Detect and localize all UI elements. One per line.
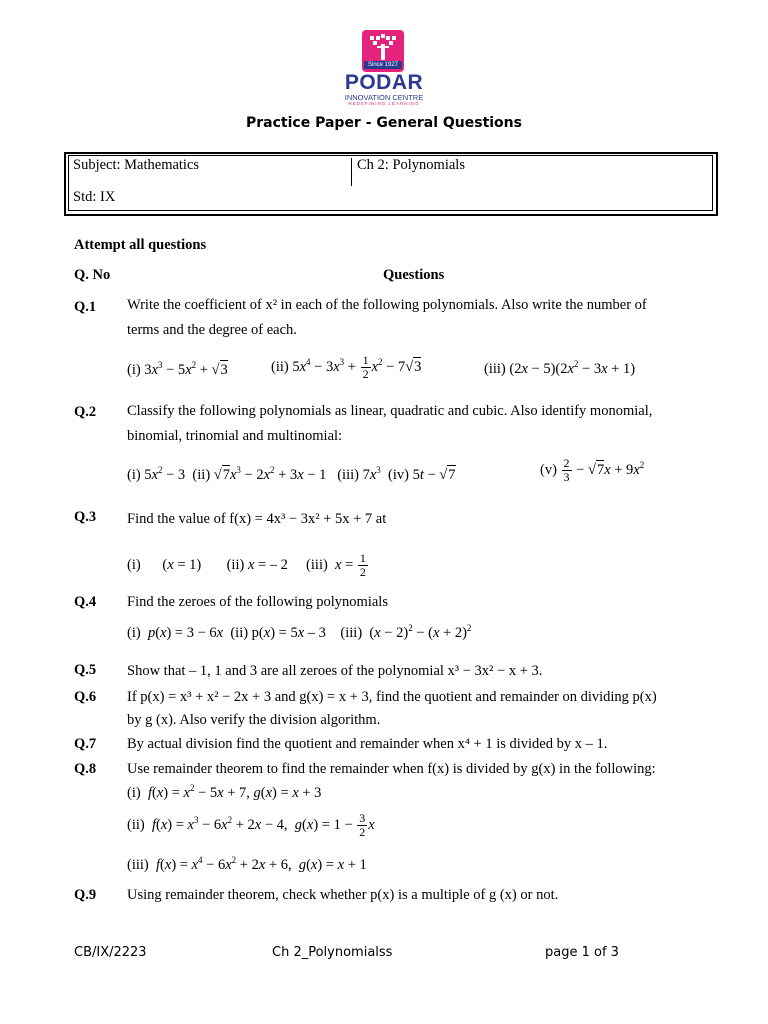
footer-chapter: Ch 2_Polynomialss (272, 945, 393, 960)
question-text: Find the zeroes of the following polynomials (127, 594, 388, 610)
question-number: Q.6 (74, 689, 97, 705)
q4-parts: (i) p(x) = 3 − 6x (ii) p(x) = 5x – 3 (iii) $(x - 2)^2 - (x + 2)^2$ (127, 623, 472, 641)
question-number: Q.1 (74, 299, 97, 315)
question-text: Write the coefficient of x² in each of the following polynomials. Also write the number of (127, 297, 647, 313)
question-text: Show that – 1, 1 and 3 are all zeroes of the polynomial x³ − 3x² − x + 3. (127, 663, 543, 679)
footer-code: CB/IX/2223 (74, 945, 147, 960)
question-text: terms and the degree of each. (127, 322, 297, 338)
question-text: Classify the following polynomials as linear, quadratic and cubic. Also identify monomial, (127, 403, 653, 419)
logo-tagline: REDEFINING LEARNING (348, 101, 420, 106)
question-text: by g (x). Also verify the division algorithm. (127, 712, 381, 728)
q8-part-ii: (ii) $f(x) = x^3 - 6x^2 + 2x - 4$, g(x) = 1 − $\frac{3}{2}$ x (127, 811, 375, 839)
logo-name: PODAR (344, 71, 424, 94)
q2-part-v: (v) $\frac{2}{3}$ − $√7x + 9x^2$ (540, 456, 645, 484)
question-number: Q.9 (74, 887, 97, 903)
std-label: Std: IX (73, 189, 116, 205)
question-number: Q.4 (74, 594, 97, 610)
instruction: Attempt all questions (74, 237, 207, 253)
info-divider (351, 158, 352, 186)
question-text: binomial, trinomial and multinomial: (127, 428, 343, 444)
questions-header: Questions (383, 267, 445, 283)
question-number: Q.8 (74, 761, 97, 777)
q8-part-iii: (iii) $f(x) = x^4 - 6x^2 + 2x + 6$, g(x) = x + 1 (127, 855, 367, 873)
qno-header: Q. No (74, 267, 111, 283)
q1-part-iii: (iii) $(2x - 5)(2x^2 - 3x + 1)$ (484, 359, 636, 377)
footer-page: page 1 of 3 (545, 945, 619, 960)
q3-parts: (i) (x = 1) (ii) x = – 2 (iii) x = $\frac{1}{2}$ (127, 551, 366, 579)
subject-label: Subject: Mathematics (73, 157, 200, 173)
q8-part-i: (i) $f(x) = x^2 - 5x + 7$, g(x) = x + 3 (127, 783, 322, 801)
q1-part-i: (i) $3x^3 - 5x^2 + √3$ (127, 360, 228, 378)
question-text: Use remainder theorem to find the remainder when f(x) is divided by g(x) in the following: (127, 761, 656, 777)
chapter-label: Ch 2: Polynomials (357, 157, 465, 173)
logo-since-badge: Since 1927 (364, 61, 402, 69)
logo-subtitle: INNOVATION CENTRE (344, 93, 424, 102)
question-text: By actual division find the quotient and remainder when x⁴ + 1 is divided by x – 1. (127, 736, 608, 752)
q2-parts: (i) $5x^2 - 3$ (ii) $√7x^3 - 2x^2 + 3x - 1$ (iii) $7x^3$ (iv) 5t − √7 (127, 465, 456, 483)
question-number: Q.2 (74, 404, 97, 420)
q1-part-ii: (ii) $5x^4 - 3x^3$ + $\frac{1}{2}$ $x^2 - 7√3$ (271, 353, 422, 381)
question-number: Q.7 (74, 736, 97, 752)
question-number: Q.3 (74, 509, 97, 525)
question-number: Q.5 (74, 662, 97, 678)
page-title: Practice Paper - General Questions (246, 115, 522, 131)
question-text: If p(x) = x³ + x² − 2x + 3 and g(x) = x + 3, find the quotient and remainder on dividing p(x) (127, 689, 657, 705)
question-text: Using remainder theorem, check whether p(x) is a multiple of g (x) or not. (127, 887, 559, 903)
question-text: Find the value of f(x) = 4x³ − 3x² + 5x + 7 at (127, 511, 387, 527)
